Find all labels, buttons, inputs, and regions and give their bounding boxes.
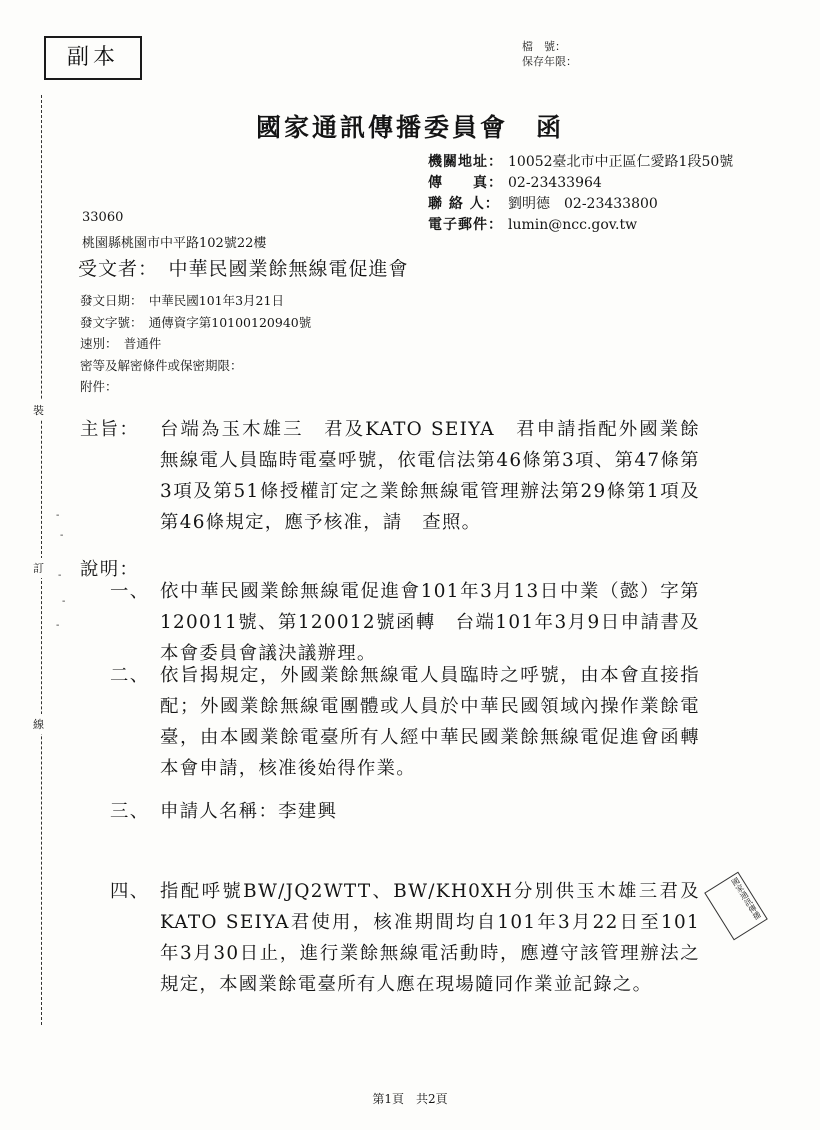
item-number: 二、	[110, 665, 150, 686]
item-number: 一、	[110, 581, 150, 602]
scan-mark: -	[56, 510, 60, 521]
item-number: 四、	[110, 881, 150, 902]
scan-mark: -	[60, 530, 64, 541]
explanation-label: 說明：	[80, 559, 140, 580]
binding-mark: 線	[33, 714, 44, 734]
item-text: 指配呼號BW/JQ2WTT、BW/KH0XH分別供玉木雄三君及KATO SEIYA君使用，核准期間均自101年3月22日至101年3月30日止，進行業餘無線電活動時，應遵守該管理辦法之規定，本國業餘電臺所有人應在現場隨同作業並記錄之。	[160, 881, 700, 995]
file-number-label: 檔 號：	[522, 40, 566, 53]
contact-person-row: 聯 絡 人： 劉明德 02-23433800	[428, 196, 658, 212]
postal-code: 33060	[82, 210, 124, 225]
meta-block	[80, 290, 311, 398]
organization-seal: 國家通訊傳播	[704, 872, 768, 941]
retention-label: 保存年限：	[522, 55, 577, 68]
attachments: 附件：	[80, 379, 118, 394]
page-number: 第1頁 共2頁	[372, 1092, 448, 1106]
item-text: 依旨揭規定，外國業餘無線電人員臨時之呼號，由本會直接指配；外國業餘無線電團體或人員於中華民國領域內操作業餘電臺，由本國業餘電臺所有人經中華民國業餘無線電促進會函轉本會申請，核准後始得作業。	[160, 665, 700, 779]
urgency: 速別： 普通件	[80, 336, 162, 351]
item-text: 依中華民國業餘無線電促進會101年3月13日中業（懿）字第120011號、第120012號函轉 台端101年3月9日申請書及本會委員會議決議辦理。	[160, 581, 700, 664]
scan-mark: -	[62, 596, 66, 607]
recipient: 受文者： 中華民國業餘無線電促進會	[78, 258, 409, 280]
binding-mark: 訂	[33, 558, 44, 578]
item-text: 申請人名稱：李建興	[160, 801, 338, 822]
document-title: 國家通訊傳播委員會 函	[255, 113, 564, 142]
document-number: 發文字號： 通傳資字第10100120940號	[80, 314, 312, 330]
contact-block	[428, 152, 733, 236]
issue-date: 發文日期： 中華民國101年3月21日	[80, 293, 284, 308]
scan-mark: -	[56, 620, 60, 631]
item-number: 三、	[110, 801, 150, 822]
contact-fax-row: 傳 真： 02-23433964	[428, 175, 602, 191]
recipient-address: 桃園縣桃園市中平路102號22樓	[82, 236, 267, 251]
scan-mark: -	[58, 570, 62, 581]
contact-address-row: 機關地址： 10052臺北市中正區仁愛路1段50號	[428, 154, 734, 170]
contact-email-row: 電子郵件： lumin@ncc.gov.tw	[428, 217, 638, 233]
binding-mark: 裝	[33, 400, 44, 420]
subject-label: 主旨：	[80, 419, 140, 440]
subject-text: 台端為玉木雄三 君及KATO SEIYA 君申請指配外國業餘無線電人員臨時電臺呼號，依電信法第46條第3項、第47條第3項及第51條授權訂定之業餘無線電管理辦法第29條第1項及第46條規定，應予核准，請 查照。	[160, 419, 700, 533]
classification: 密等及解密條件或保密期限：	[80, 357, 243, 373]
copy-stamp: 副本	[44, 36, 142, 80]
